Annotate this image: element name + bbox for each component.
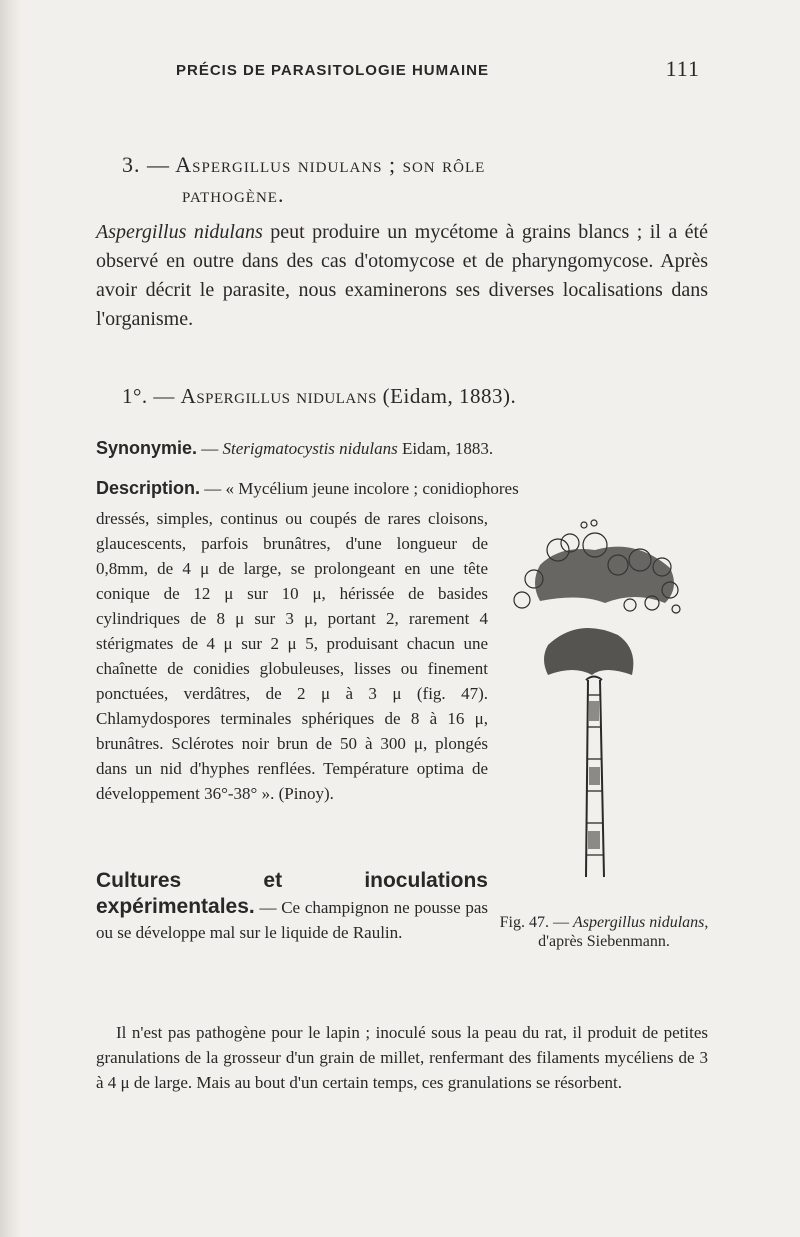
- pathogenicity-paragraph: Il n'est pas pathogène pour le lapin ; inoculé sous la peau du rat, il produit de petites granulations de la grosseur d'un grain de millet, renfermant des filaments mycéliens de 3 à 4 μ de large. Mais au bout d'un certain temps, ces granulations se résorbent.: [96, 1023, 708, 1092]
- intro-species: Aspergillus nidulans: [96, 221, 263, 243]
- section-title-line2: pathogène.: [182, 182, 285, 207]
- subsection-heading: [122, 384, 722, 409]
- figure-number: Fig. 47. —: [499, 914, 573, 931]
- synonymie-authority: Eidam, 1883.: [397, 439, 494, 458]
- description-body: dressés, simples, continus ou coupés de rares cloisons, glaucescents, parfois brunâtres, d'une longueur de 0,8mm, de 4 μ de large, se prolongeant en une tête conique de 12 μ sur 10 μ, hérissée de basides cylindriques de 8 μ sur 3 μ, portant 2, rarement 4 stérigmates de 4 μ sur 2 μ 5, produisant chacun une chaînette de conidies globuleuses, lisses ou finement ponctuées, verdâtres, de 2 μ à 3 μ (fig. 47). Chlamydospores terminales sphériques de 8 à 16 μ, brunâtres. Sclérotes noir brun de 50 à 300 μ, plongés dans un nid d'hyphes renflées. Température optima de développement 36°-38° ». (Pinoy).: [96, 509, 488, 803]
- section-title-line1: 3. — Aspergillus nidulans ; son rôle: [122, 152, 486, 177]
- description-first-line: [96, 478, 712, 499]
- subsection-number: 1°. —: [122, 384, 181, 408]
- synonymie-label: Synonymie.: [96, 438, 198, 458]
- description-label: Description.: [96, 478, 201, 498]
- page-edge-shadow: [0, 0, 22, 1237]
- figure-caption: [494, 913, 714, 951]
- page-number: 111: [665, 56, 700, 81]
- figure-source: , d'après Siebenmann.: [538, 914, 709, 950]
- synonymie-line: [96, 438, 716, 459]
- intro-paragraph: [96, 218, 708, 334]
- cultures-text: — Ce champignon ne pousse pas ou se développe mal sur le liquide de Raulin.: [96, 898, 488, 942]
- subsection-authority: (Eidam, 1883).: [376, 384, 517, 408]
- intro-text: peut produire un mycétome à grains blancs ; il a été observé en outre dans des cas d'otomycose et de pharyngomycose. Après avoir décrit le parasite, nous examinerons ses diverses localisations dans l'organisme.: [96, 221, 708, 330]
- description-first-text: — « Mycélium jeune incolore ; conidiophores: [200, 479, 519, 498]
- subsection-species: Aspergillus nidulans: [180, 384, 377, 408]
- cultures-paragraph: [96, 868, 488, 945]
- synonymie-dash: —: [197, 439, 223, 458]
- figure-species: Aspergillus nidulans: [572, 914, 705, 931]
- synonymie-species: Sterigmatocystis nidulans: [222, 439, 398, 458]
- aspergillus-illustration: [500, 505, 690, 877]
- section-title: [122, 150, 722, 210]
- running-title: PRÉCIS DE PARASITOLOGIE HUMAINE: [176, 62, 489, 79]
- cultures-label: Cultures et inoculations expérimentales.: [96, 869, 488, 918]
